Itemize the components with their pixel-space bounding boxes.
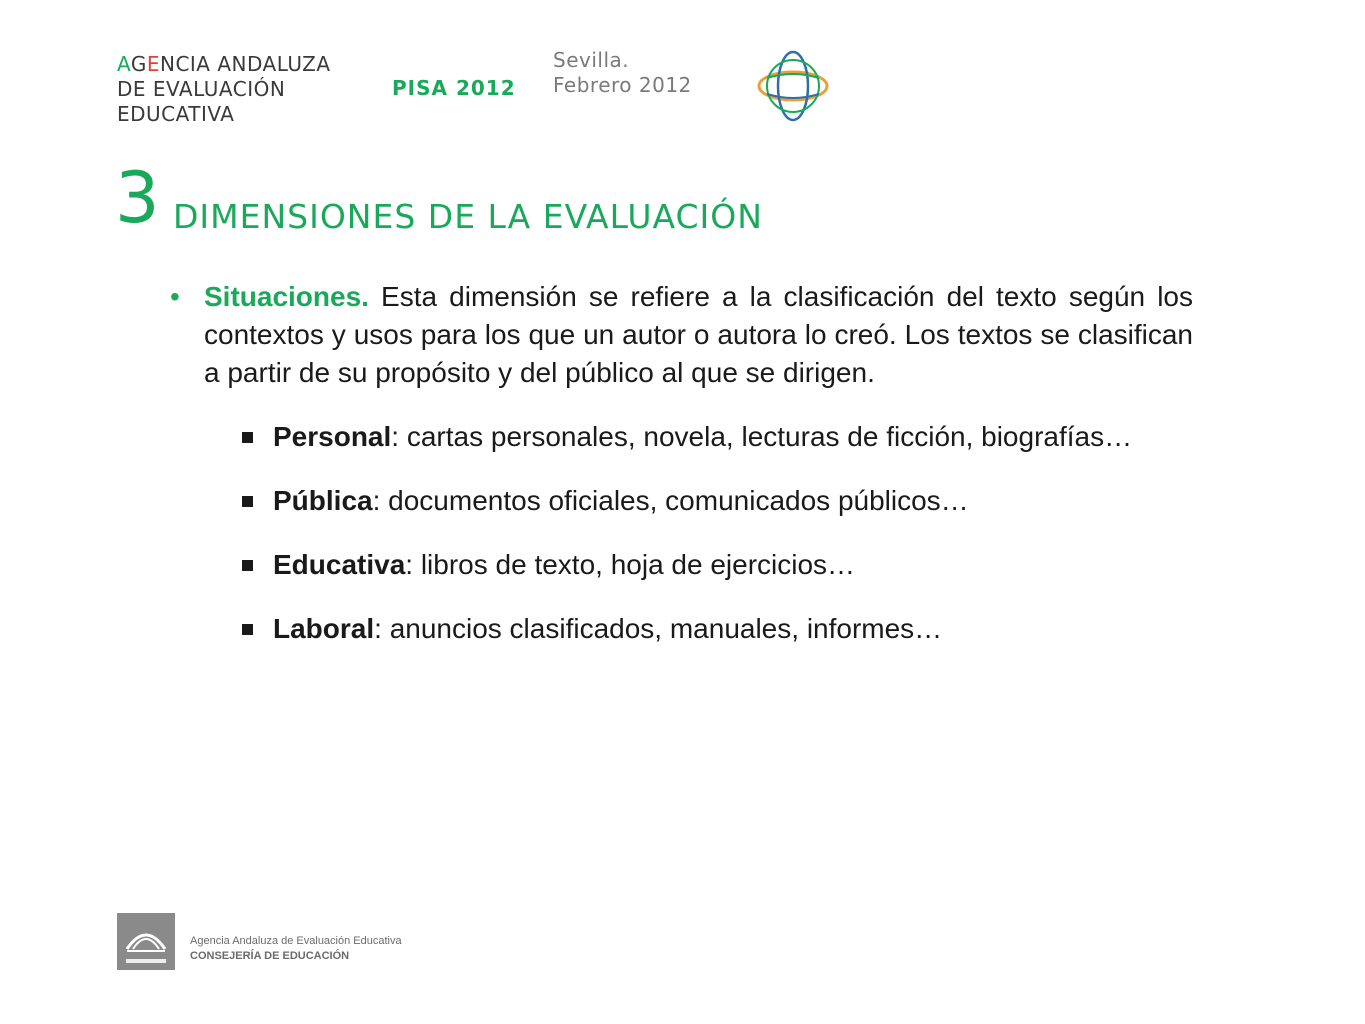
place-label: Sevilla. <box>553 48 630 72</box>
bullet-text: Esta dimensión se refiere a la clasificación del texto según los contextos y usos para los que un autor o autora lo creó. Los textos se clasifican a partir de su propósito y del público al que se dirigen. <box>204 281 1193 388</box>
sub-term: Pública <box>273 485 373 516</box>
sub-desc: : documentos oficiales, comunicados públicos… <box>372 485 969 516</box>
junta-emblem-icon <box>117 913 175 970</box>
bullet-dot: • <box>170 281 180 312</box>
sub-desc: : cartas personales, novela, lecturas de ficción, biografías… <box>391 421 1133 452</box>
square-bullet-icon <box>242 496 253 507</box>
footer-agency: Agencia Andaluza de Evaluación Educativa <box>190 935 402 947</box>
agency-line-1-mid: GENCIA ANDALUZA <box>130 52 331 76</box>
sub-list <box>170 418 1193 648</box>
sub-term: Educativa <box>273 549 406 580</box>
place-date <box>553 48 692 98</box>
section-number: 3 <box>115 157 160 239</box>
footer-department: CONSEJERÍA DE EDUCACIÓN <box>190 950 350 962</box>
bullet-lead: Situaciones. <box>204 281 369 312</box>
section-title: DIMENSIONES DE LA EVALUACIÓN <box>173 197 763 236</box>
agency-line-1: AGENCIA ANDALUZA <box>117 52 331 76</box>
program-label: PISA 2012 <box>392 76 516 100</box>
agency-line-2: DE EVALUACIÓN <box>117 77 286 101</box>
sub-desc: : anuncios clasificados, manuales, informes… <box>374 613 943 644</box>
agency-line-3: EDUCATIVA <box>117 102 235 126</box>
sub-term: Personal <box>273 421 392 452</box>
sub-term: Laboral <box>273 613 375 644</box>
square-bullet-icon <box>242 432 253 443</box>
main-bullet <box>170 278 1193 392</box>
sub-desc: : libros de texto, hoja de ejercicios… <box>405 549 856 580</box>
sub-item-personal <box>242 418 1193 456</box>
footer-text <box>190 934 402 964</box>
date-label: Febrero 2012 <box>553 73 692 97</box>
square-bullet-icon <box>242 624 253 635</box>
sub-item-educativa <box>242 546 1193 584</box>
sub-item-laboral <box>242 610 1193 648</box>
square-bullet-icon <box>242 560 253 571</box>
globe-icon <box>755 48 831 124</box>
slide-content <box>170 278 1193 674</box>
agency-name <box>117 52 331 127</box>
sub-item-publica <box>242 482 1193 520</box>
